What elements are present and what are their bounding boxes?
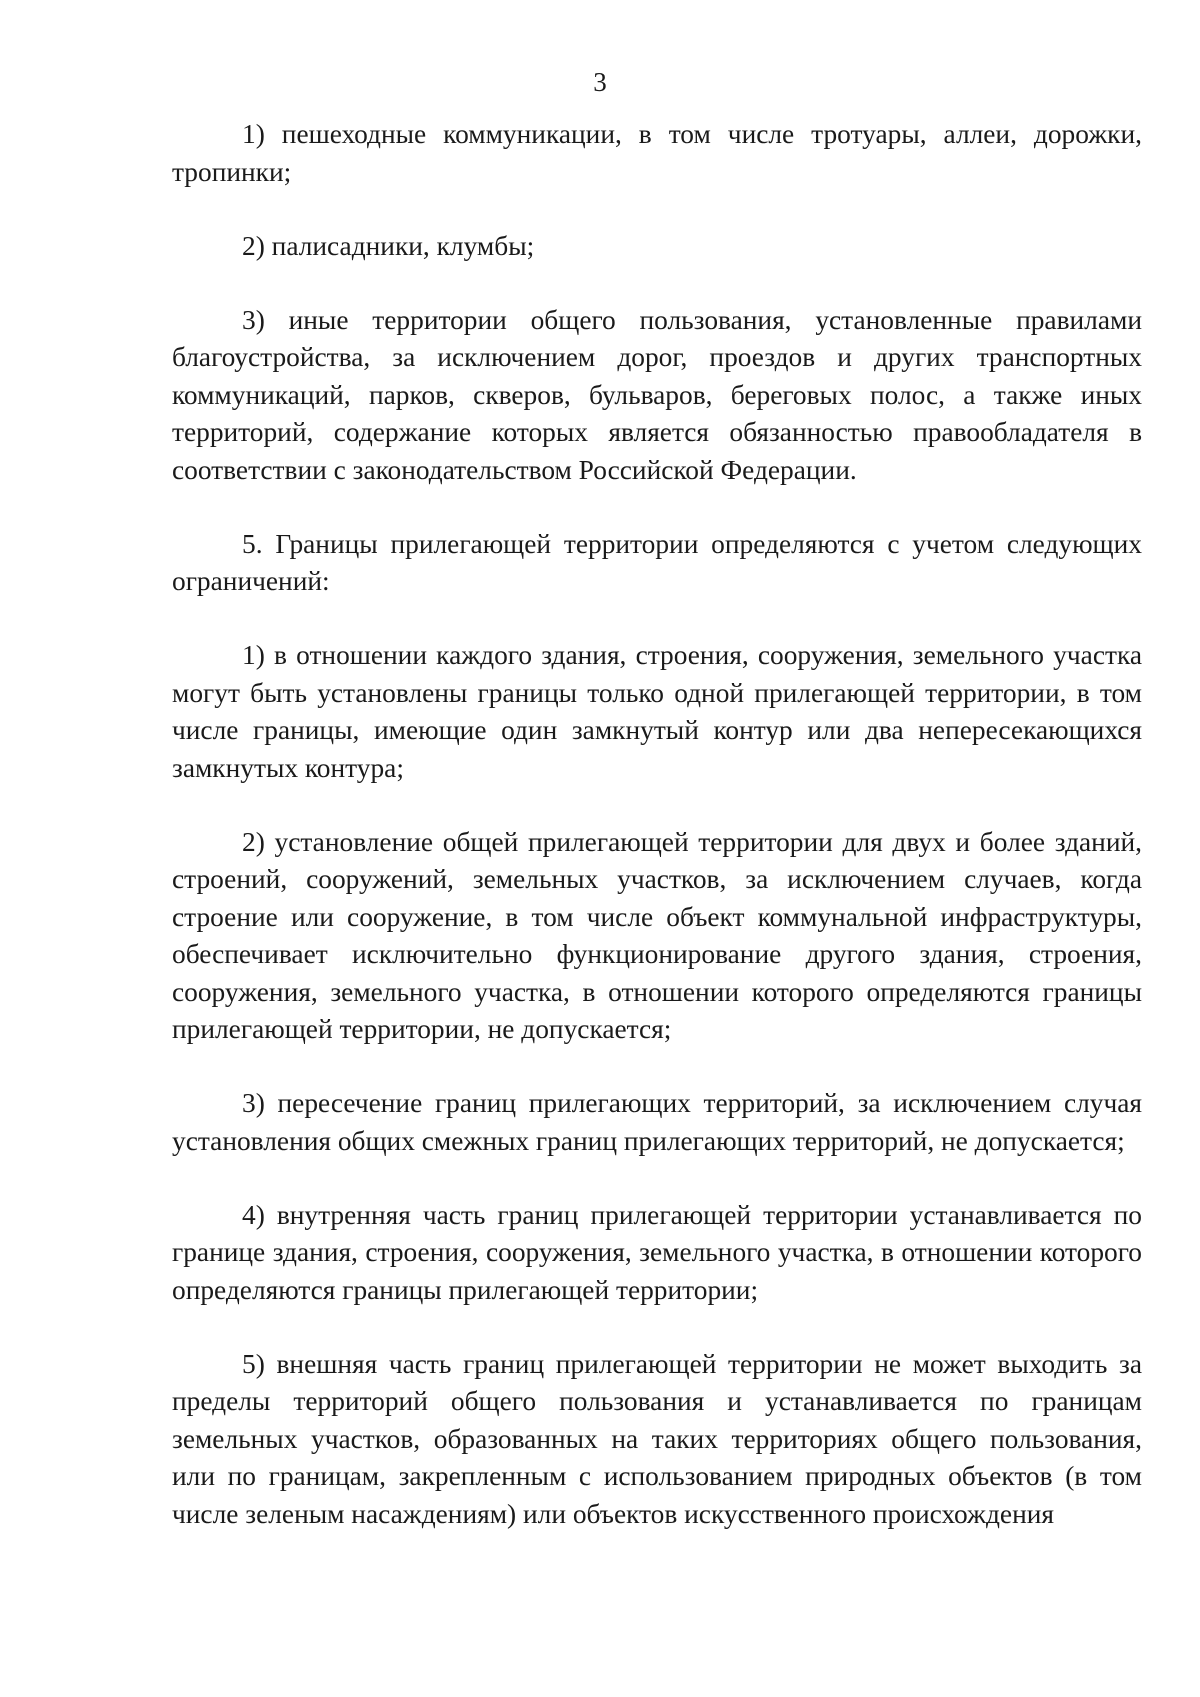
paragraph-item-2-front-gardens: 2) палисадники, клумбы; (242, 230, 535, 261)
paragraph-section-5-boundaries: 5. Границы прилегающей территории определяются с учетом следующих ограничений: (172, 528, 1142, 596)
paragraph-item-5-outer-boundary: 5) внешняя часть границ прилегающей территории не может выходить за пределы территорий общего пользования и устанавливается по границам земельных участков, образованных на таких территориях общего пользования, или по границам, закрепленным с использованием природных объектов (в том числе зеленым насаждениям) или объектов искусственного происхождения (172, 1348, 1142, 1529)
paragraph-item-1-single-territory: 1) в отношении каждого здания, строения, сооружения, земельного участка могут быть установлены границы только одной прилегающей территории, в том числе границы, имеющие один замкнутый контур или два непересекающихся замкнутых контура; (172, 640, 1142, 783)
paragraph-item-3-other-territories: 3) иные территории общего пользования, установленные правилами благоустройства, за исключением дорог, проездов и других транспортных коммуникаций, парков, скверов, бульваров, береговых полос, а также иных территорий, содержание которых является обязанностью правообладателя в соответствии с законодательством Российской Федерации. (172, 304, 1142, 485)
page-number: 3 (593, 67, 607, 97)
paragraph-item-4-inner-boundary: 4) внутренняя часть границ прилегающей территории устанавливается по границе здания, строения, сооружения, земельного участка, в отношении которого определяются границы прилегающей территории; (172, 1199, 1142, 1305)
paragraph-item-1-pedestrian: 1) пешеходные коммуникации, в том числе тротуары, аллеи, дорожки, тропинки; (172, 119, 1142, 187)
paragraph-item-3-intersection: 3) пересечение границ прилегающих территорий, за исключением случая установления общих смежных границ прилегающих территорий, не допускается; (172, 1088, 1142, 1156)
document-body (172, 116, 1142, 1533)
paragraph-item-2-shared-territory: 2) установление общей прилегающей территории для двух и более зданий, строений, сооружений, земельных участков, за исключением случаев, когда строение или сооружение, в том числе объект коммунальной инфраструктуры, обеспечивает исключительно функционирование другого здания, строения, сооружения, земельного участка, в отношении которого определяются границы прилегающей территории, не допускается; (172, 826, 1142, 1044)
